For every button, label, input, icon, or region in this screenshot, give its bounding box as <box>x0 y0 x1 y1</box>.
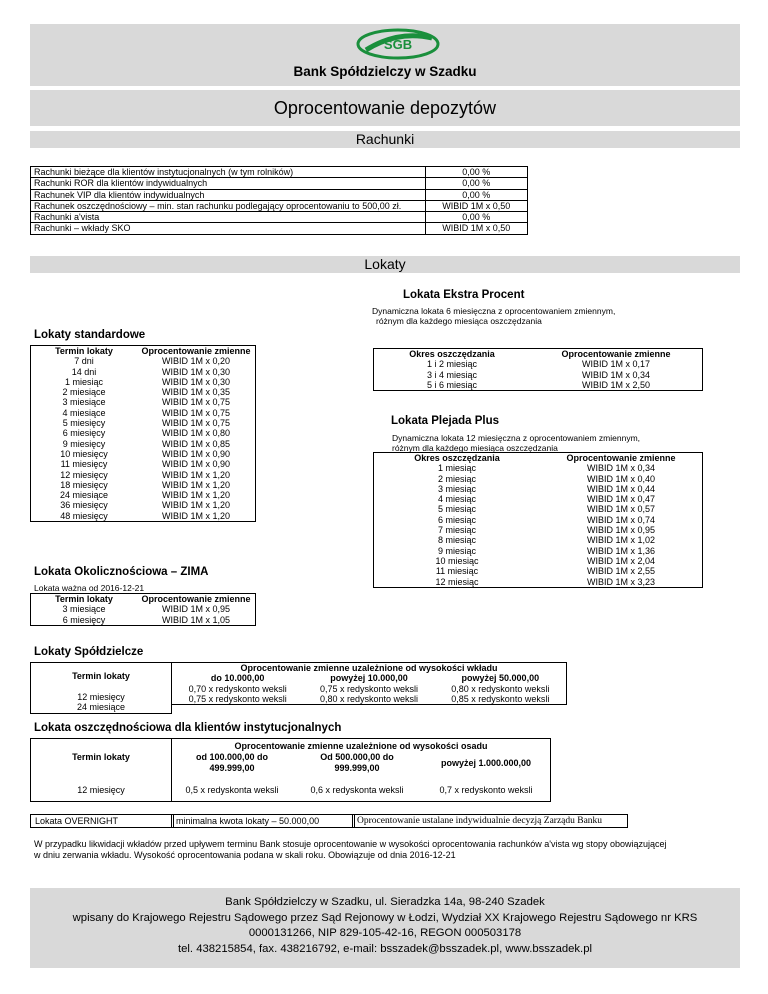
group-header: Oprocentowanie zmienne uzależnione od wysokości wkładu <box>240 663 498 673</box>
table-cell: 11 miesiąc <box>435 566 479 577</box>
table-row <box>31 500 256 510</box>
col-header: Okres oszczędzania <box>414 453 500 463</box>
table-cell: 5 i 6 miesiąc <box>426 379 478 390</box>
table-cell: 6 miesiąc <box>437 514 476 525</box>
footer-line[interactable]: tel. 438215854, fax. 438216792, e-mail: bsszadek@bsszadek.pl, www.bsszadek.pl <box>177 942 592 955</box>
inst-table <box>171 738 551 802</box>
plejada-desc-1: Dynamiczna lokata 12 miesięczna z oprocentowaniem zmiennym, <box>392 433 641 443</box>
table-row <box>374 474 703 484</box>
table-row <box>374 494 703 504</box>
table-cell: 9 miesięcy <box>62 438 106 449</box>
sgb-logo <box>356 28 440 60</box>
table-cell: 3 miesiące <box>62 397 106 408</box>
table-cell: WIBID 1M x 0,75 <box>161 418 231 429</box>
table-row <box>31 439 256 449</box>
table-cell: 1 miesiąc <box>437 463 476 474</box>
table-cell: 1 i 2 miesiąc <box>426 359 478 370</box>
table-cell: WIBID 1M x 0,85 <box>161 438 231 449</box>
table-cell: 0,75 x redyskonto weksli <box>188 693 287 704</box>
table-row <box>31 418 256 428</box>
table-cell: 3 miesiąc <box>437 483 476 494</box>
table-row <box>374 566 703 576</box>
table-row <box>31 490 256 500</box>
zima-title: Lokata Okolicznościowa – ZIMA <box>34 566 209 578</box>
account-name: Rachunek oszczędnościowy – min. stan rachunku podlegający oprocentowaniu to 500,00 zł. <box>31 200 426 211</box>
table-row <box>374 515 703 525</box>
table-row <box>31 615 256 626</box>
table-cell: 8 miesiąc <box>437 535 476 546</box>
table-cell: WIBID 1M x 2,04 <box>586 555 656 566</box>
table-cell: WIBID 1M x 0,57 <box>586 504 656 515</box>
table-cell: WIBID 1M x 1,20 <box>161 490 231 501</box>
account-name: Rachunek VIP dla klientów indywidualnych <box>31 189 426 200</box>
table-row <box>31 167 528 178</box>
account-rate: 0,00 % <box>425 212 527 223</box>
account-name: Rachunki a'vista <box>31 212 426 223</box>
ekstra-title: Lokata Ekstra Procent <box>403 289 525 301</box>
table-row <box>374 525 703 535</box>
spoldzielcze-term-box <box>30 662 172 714</box>
footnote-line-2: w dniu zerwania wkładu. Wysokość oprocentowania podana w skali roku. Obowiązuje od dnia 2016-12-21 <box>34 850 456 860</box>
page-title: Oprocentowanie depozytów <box>30 90 740 126</box>
table-row <box>374 535 703 545</box>
table-cell: 6 miesięcy <box>62 614 106 625</box>
spoldzielcze-title: Lokaty Spółdzielcze <box>34 646 144 658</box>
table-cell: 1 miesiąc <box>64 376 103 387</box>
table-row <box>374 484 703 494</box>
footer-line: wpisany do Krajowego Rejestru Sądowego przez Sąd Rejonowy w Łodzi, Wydział XX Krajowego Rejestru Sądowego nr KRS <box>72 911 698 924</box>
col-header: Oprocentowanie zmienne <box>566 453 676 463</box>
table-cell: 2 miesiące <box>62 387 106 398</box>
table-cell: WIBID 1M x 0,44 <box>586 483 656 494</box>
col-header: Termin lokaty <box>72 752 130 762</box>
col-header: Oprocentowanie zmienne <box>561 349 671 359</box>
table-row <box>31 459 256 469</box>
table-row <box>374 463 703 473</box>
spoldzielcze-table <box>171 662 567 705</box>
inst-term-box <box>30 738 172 802</box>
table-cell: WIBID 1M x 2,55 <box>586 566 656 577</box>
ekstra-desc-1: Dynamiczna lokata 6 miesięczna z oprocentowaniem zmiennym, <box>372 306 616 316</box>
table-cell: 9 miesiąc <box>437 545 476 556</box>
inst-term: 12 miesięcy <box>77 785 125 795</box>
table-cell: WIBID 1M x 0,20 <box>161 356 231 367</box>
tier-header: do 10.000,00 <box>210 673 265 684</box>
section-rachunki-title: Rachunki <box>30 131 740 148</box>
table-cell: 12 miesięcy <box>60 469 108 480</box>
table-row <box>374 380 703 391</box>
overnight-min: minimalna kwota lokaty – 50.000,00 <box>171 814 355 828</box>
table-cell: 5 miesięcy <box>62 418 106 429</box>
table-cell: 10 miesiąc <box>435 555 479 566</box>
inst-val: 0,6 x redyskonta weksli <box>310 785 404 795</box>
table-row <box>374 370 703 380</box>
table-cell: 5 miesiąc <box>437 504 476 515</box>
plejada-table <box>373 452 703 588</box>
table-cell: 24 miesiące <box>59 490 109 501</box>
account-name: Rachunki ROR dla klientów indywidualnych <box>31 178 426 189</box>
table-row <box>374 546 703 556</box>
table-cell: WIBID 1M x 0,80 <box>161 428 231 439</box>
table-row <box>374 359 703 369</box>
bank-name: Bank Spółdzielczy w Szadku <box>293 64 477 79</box>
table-row <box>31 377 256 387</box>
overnight-note: Oprocentowanie ustalane indywidualnie decyzją Zarządu Banku <box>352 814 628 828</box>
rachunki-table <box>30 166 528 235</box>
table-cell: WIBID 1M x 0,30 <box>161 366 231 377</box>
account-rate: 0,00 % <box>425 178 527 189</box>
table-cell: 6 miesięcy <box>62 428 106 439</box>
col-header: Termin lokaty <box>55 594 113 604</box>
table-cell: WIBID 1M x 2,50 <box>581 379 651 390</box>
footer <box>30 888 740 968</box>
account-rate: 0,00 % <box>425 189 527 200</box>
table-row <box>31 449 256 459</box>
spoldz-term-2: 24 miesiące <box>76 702 126 712</box>
table-cell: WIBID 1M x 0,30 <box>161 376 231 387</box>
tier-header: 499.999,00 <box>209 763 255 773</box>
table-cell: 3 i 4 miesiąc <box>426 369 478 380</box>
table-cell: 12 miesiąc <box>435 576 479 587</box>
standardowe-title: Lokaty standardowe <box>34 329 146 341</box>
ekstra-desc-2: różnym dla każdego miesiąca oszczędzania <box>376 316 542 326</box>
table-cell: WIBID 1M x 0,34 <box>586 463 656 474</box>
table-row <box>31 387 256 397</box>
tier-header: powyżej 1.000.000,00 <box>440 758 532 768</box>
table-cell: WIBID 1M x 0,17 <box>581 359 651 370</box>
table-cell: 0,70 x redyskonto weksli <box>188 683 287 694</box>
table-cell: 2 miesiąc <box>437 473 476 484</box>
table-row <box>31 356 256 366</box>
account-name: Rachunki bieżące dla klientów instytucjonalnych (w tym rolników) <box>31 167 426 178</box>
table-cell: WIBID 1M x 1,20 <box>161 500 231 511</box>
account-name: Rachunki – wkłady SKO <box>31 223 426 234</box>
table-cell: WIBID 1M x 1,20 <box>161 510 231 521</box>
table-row <box>31 470 256 480</box>
table-cell: WIBID 1M x 0,90 <box>161 459 231 470</box>
table-cell: 10 miesięcy <box>60 448 108 459</box>
table-row <box>31 178 528 189</box>
tier-header: 999.999,00 <box>334 763 380 773</box>
table-cell: WIBID 1M x 0,35 <box>161 387 231 398</box>
table-row <box>31 604 256 614</box>
table-cell: 4 miesiąc <box>437 494 476 505</box>
table-cell: 3 miesiące <box>62 604 106 615</box>
table-cell: WIBID 1M x 1,02 <box>586 535 656 546</box>
table-cell: WIBID 1M x 0,95 <box>161 604 231 615</box>
plejada-desc-2: różnym dla każdego miesiąca oszczędzania <box>392 443 558 453</box>
account-rate: WIBID 1M x 0,50 <box>425 200 527 211</box>
tier-header: od 100.000,00 do <box>195 752 269 762</box>
table-row <box>31 212 528 223</box>
table-cell: 7 dni <box>74 356 94 367</box>
table-cell: 48 miesięcy <box>60 510 108 521</box>
table-row <box>31 367 256 377</box>
table-cell: WIBID 1M x 3,23 <box>586 576 656 587</box>
table-cell: 0,80 x redyskonto weksli <box>451 683 550 694</box>
col-header: Termin lokaty <box>72 671 130 681</box>
table-cell: WIBID 1M x 1,36 <box>586 545 656 556</box>
account-rate: WIBID 1M x 0,50 <box>425 223 527 234</box>
table-cell: 0,80 x redyskonto weksli <box>319 693 419 704</box>
table-cell: 0,85 x redyskonto weksli <box>451 693 550 704</box>
table-row <box>172 694 567 705</box>
footer-line: 0000131266, NIP 829-105-42-16, REGON 000503178 <box>248 927 522 939</box>
table-cell: WIBID 1M x 1,05 <box>161 614 231 625</box>
tier-header: powyżej 10.000,00 <box>330 673 408 684</box>
table-cell: 18 miesięcy <box>60 479 108 490</box>
zima-note: Lokata ważna od 2016-12-21 <box>34 583 145 593</box>
table-cell: WIBID 1M x 0,75 <box>161 397 231 408</box>
table-row <box>31 408 256 418</box>
instytucjonalne-title: Lokata oszczędnościowa dla klientów instytucjonalnych <box>34 722 342 734</box>
standardowe-table <box>30 345 256 522</box>
plejada-title: Lokata Plejada Plus <box>391 415 500 427</box>
header-band <box>30 24 740 86</box>
zima-table <box>30 593 256 626</box>
table-cell: WIBID 1M x 1,20 <box>161 479 231 490</box>
table-cell: 11 miesięcy <box>60 459 108 470</box>
table-cell: 36 miesięcy <box>60 500 108 511</box>
table-cell: WIBID 1M x 0,34 <box>581 369 651 380</box>
section-lokaty-title: Lokaty <box>30 256 740 273</box>
spoldz-term-1: 12 miesięcy <box>77 692 125 702</box>
table-row <box>31 397 256 407</box>
table-cell: 7 miesiąc <box>437 525 476 536</box>
table-row <box>31 480 256 490</box>
ekstra-table <box>373 348 703 391</box>
logo-text: SGB <box>383 37 413 52</box>
table-cell: WIBID 1M x 0,95 <box>586 525 656 536</box>
table-row <box>374 577 703 588</box>
table-cell: 14 dni <box>71 366 97 377</box>
footnote-line-1: W przypadku likwidacji wkładów przed upływem terminu Bank stosuje oprocentowanie w wysokości oprocentowania rachunków a'vista wg stopy obowiązującej <box>34 839 667 849</box>
account-rate: 0,00 % <box>425 167 527 178</box>
col-header: Termin lokaty <box>55 346 113 356</box>
table-row <box>374 556 703 566</box>
table-row <box>31 511 256 522</box>
table-row <box>374 504 703 514</box>
tier-header: Od 500.000,00 do <box>320 752 394 762</box>
table-cell: 4 miesiące <box>62 407 106 418</box>
table-cell: WIBID 1M x 1,20 <box>161 469 231 480</box>
col-header: Oprocentowanie zmienne <box>141 346 251 356</box>
table-row <box>31 428 256 438</box>
table-cell: WIBID 1M x 0,75 <box>161 407 231 418</box>
col-header: Oprocentowanie zmienne <box>141 594 251 604</box>
table-row <box>172 684 567 694</box>
overnight-label: Lokata OVERNIGHT <box>30 814 174 828</box>
col-header: Okres oszczędzania <box>409 349 495 359</box>
table-row <box>31 223 528 234</box>
inst-val: 0,7 x redyskonto weksli <box>439 785 533 795</box>
table-cell: 0,75 x redyskonto weksli <box>319 683 419 694</box>
table-cell: WIBID 1M x 0,40 <box>586 473 656 484</box>
inst-val: 0,5 x redyskonta weksli <box>185 785 279 795</box>
footer-line: Bank Spółdzielczy w Szadku, ul. Sieradzka 14a, 98-240 Szadek <box>225 896 545 908</box>
table-row <box>31 200 528 211</box>
tier-header: powyżej 50.000,00 <box>461 673 540 684</box>
table-cell: WIBID 1M x 0,90 <box>161 448 231 459</box>
table-cell: WIBID 1M x 0,47 <box>586 494 656 505</box>
group-header: Oprocentowanie zmienne uzależnione od wysokości osadu <box>234 741 488 751</box>
table-cell: WIBID 1M x 0,74 <box>586 514 656 525</box>
table-row <box>31 189 528 200</box>
